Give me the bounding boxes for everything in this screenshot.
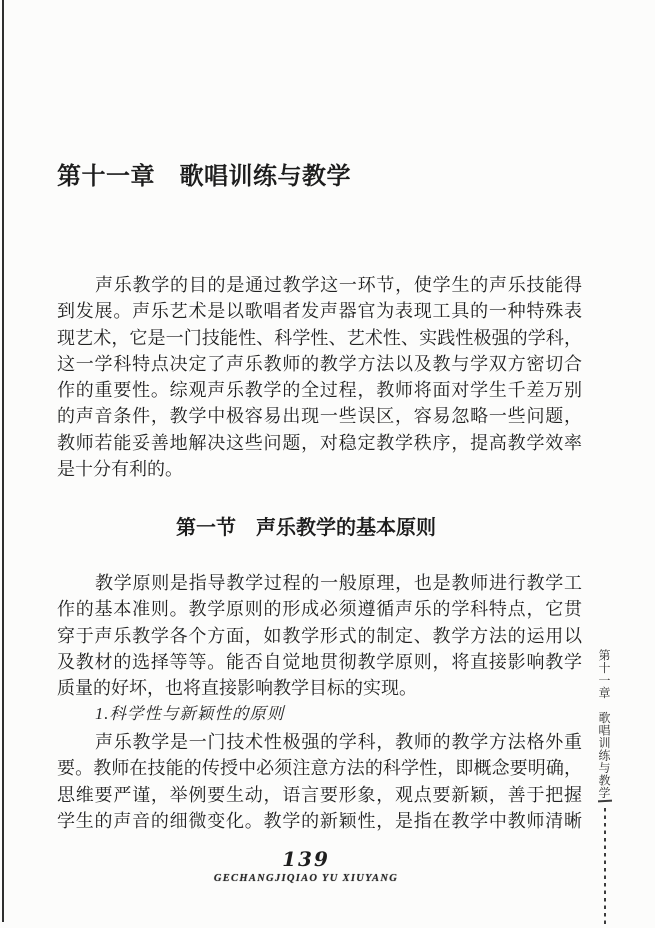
text-line: 穿于声乐教学各个方面，如教学形式的制定、教学方法的运用以 bbox=[57, 625, 582, 646]
footer-caption: GECHANGJIQIAO YU XIUYANG bbox=[213, 873, 399, 884]
text-line: 作的基本准则。教学原则的形成必须遵循声乐的学科特点，它贯 bbox=[57, 599, 582, 620]
text-line: 教学原则是指导教学过程的一般原理，也是教师进行教学工 bbox=[95, 573, 582, 593]
text-line: 现艺术，它是一门技能性、科学性、艺术性、实践性极强的学科， bbox=[57, 327, 582, 348]
chapter-title: 第十一章 歌唱训练与教学 bbox=[57, 163, 351, 190]
text-line: 声乐教学的目的是通过教学这一环节，使学生的声乐技能得 bbox=[95, 275, 582, 295]
text-line: 的声音条件，教学中极容易出现一些误区，容易忽略一些问题， bbox=[57, 406, 582, 427]
text-line: 是十分有利的。 bbox=[57, 459, 183, 480]
text-line: 作的重要性。综观声乐教学的全过程，教师将面对学生千差万别 bbox=[57, 380, 582, 401]
text-line: 质量的好坏，也将直接影响教学目标的实现。 bbox=[57, 678, 417, 699]
text-line: 这一学科特点决定了声乐教师的教学方法以及教与学双方密切合 bbox=[57, 353, 582, 374]
margin-chapter-tab: 第十一章 歌唱训练与教学 bbox=[597, 649, 611, 799]
page-number: 139 bbox=[282, 847, 330, 871]
paragraph-2 bbox=[57, 570, 582, 701]
text-line: 及教材的选择等等。能否自觉地贯彻教学原则，将直接影响教学 bbox=[57, 651, 582, 672]
margin-dotted-leader bbox=[604, 808, 606, 925]
section-heading-row bbox=[0, 511, 612, 540]
footer-caption-row bbox=[0, 868, 612, 886]
text-line: 要。教师在技能的传授中必须注意方法的科学性，即概念要明确， bbox=[57, 758, 582, 779]
text-line: 声乐教学是一门技术性极强的学科，教师的教学方法格外重 bbox=[95, 732, 582, 752]
numbered-subheading: 1.科学性与新颖性的原则 bbox=[95, 704, 285, 723]
text-line: 学生的声音的细微变化。教学的新颖性，是指在教学中教师清晰 bbox=[57, 810, 582, 831]
section-heading: 第一节 声乐教学的基本原则 bbox=[176, 517, 436, 539]
text-line: 思维要严谨，举例要生动，语言要形象，观点要新颖，善于把握 bbox=[57, 784, 582, 805]
text-line: 教师若能妥善地解决这些问题，对稳定教学秩序，提高教学效率 bbox=[57, 432, 582, 453]
text-line: 到发展。声乐艺术是以歌唱者发声器官为表现工具的一种特殊表 bbox=[57, 301, 582, 322]
scan-edge-line bbox=[2, 0, 4, 922]
paragraph-1 bbox=[57, 272, 582, 482]
paragraph-3 bbox=[57, 729, 582, 834]
